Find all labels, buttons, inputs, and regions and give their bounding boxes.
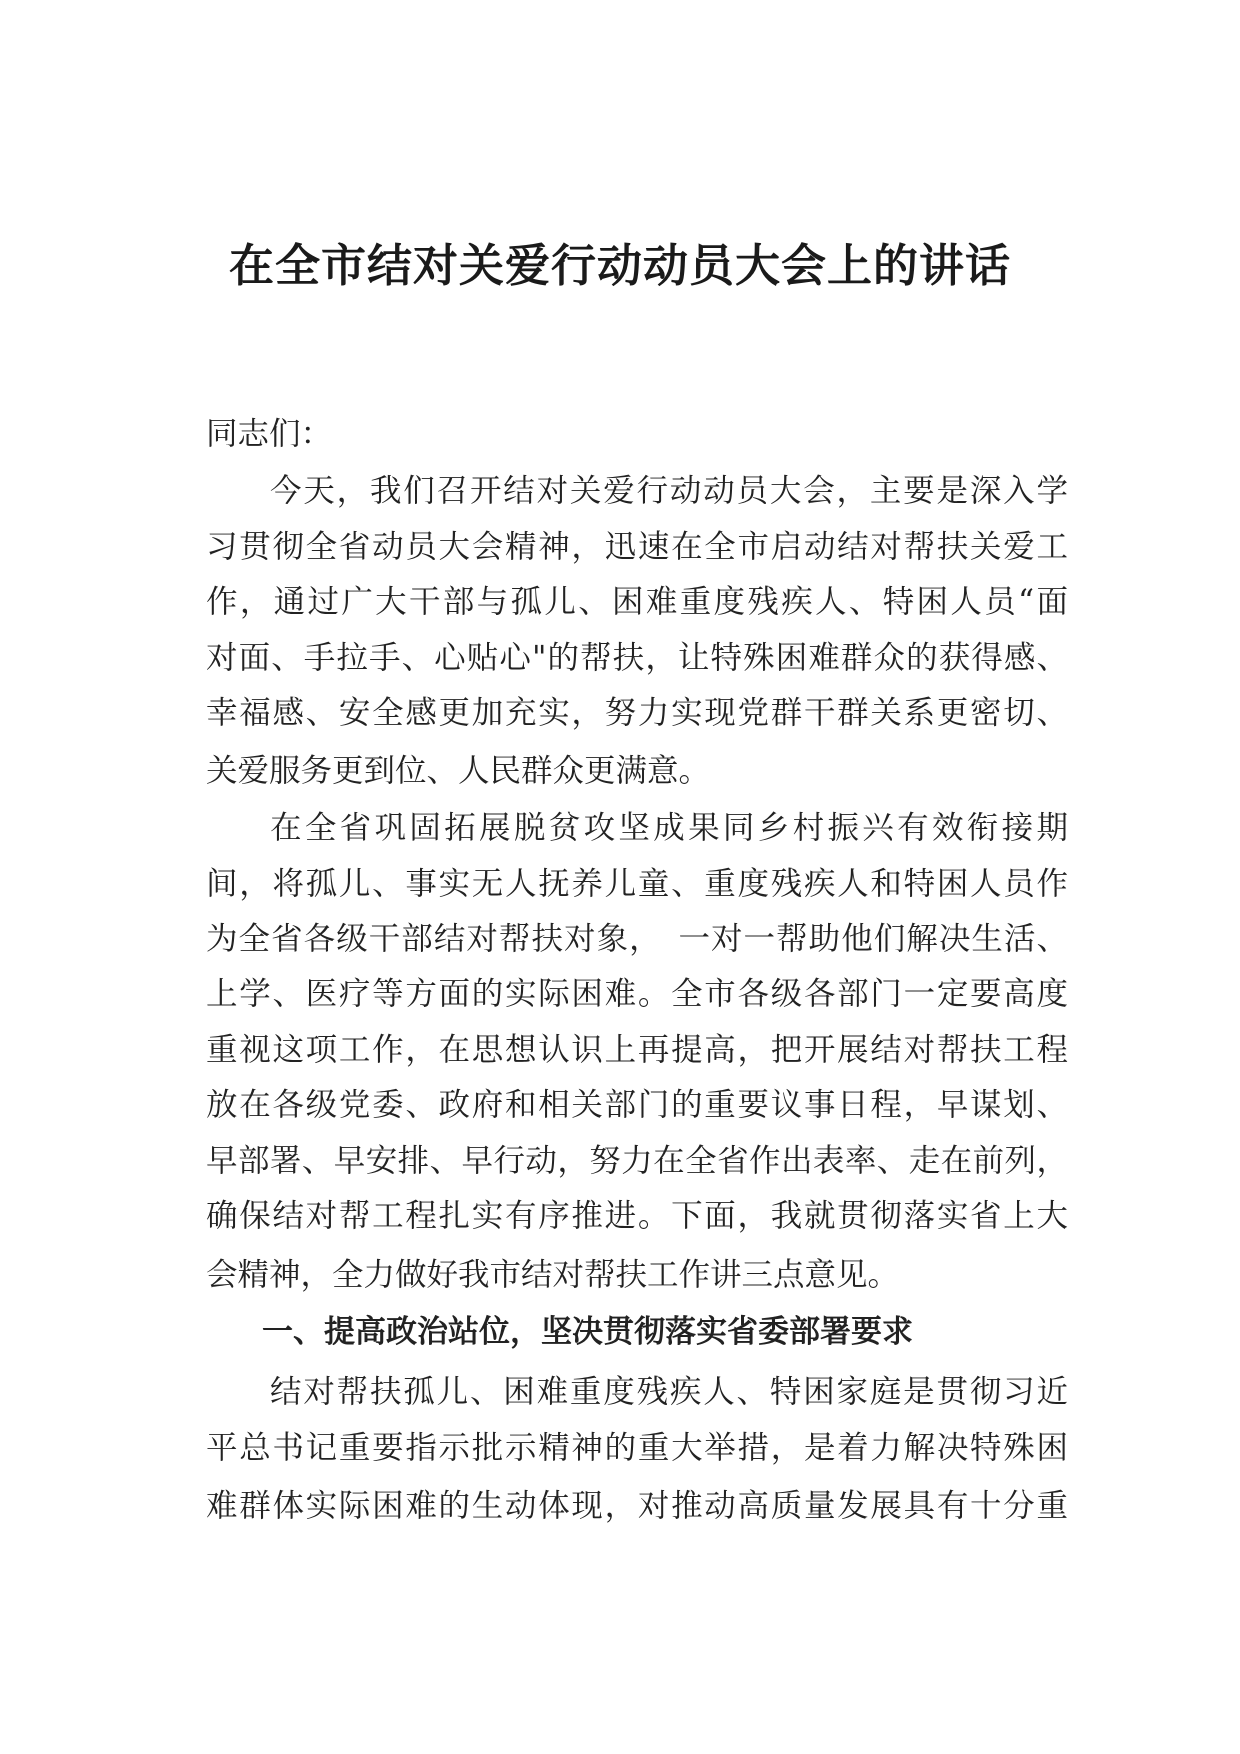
paragraph-line: 间，将孤儿、事实无人抚养儿童、重度残疾人和特困人员作 <box>206 866 1068 902</box>
paragraph-line: 对面、手拉手、心贴心"的帮扶，让特殊困难群众的获得感、 <box>206 640 1068 676</box>
paragraph-line: 早部署、早安排、早行动，努力在全省作出表率、走在前列， <box>206 1143 1068 1179</box>
document-title: 在全市结对关爱行动动员大会上的讲话 <box>228 239 1011 292</box>
paragraph-line: 为全省各级干部结对帮扶对象， 一对一帮助他们解决生活、 <box>206 921 1068 957</box>
paragraph-line: 结对帮扶孤儿、困难重度残疾人、特困家庭是贯彻习近 <box>270 1374 1068 1410</box>
section-heading: 一、提高政治站位，坚决贯彻落实省委部署要求 <box>262 1314 913 1350</box>
paragraph-line: 重视这项工作，在思想认识上再提高，把开展结对帮扶工程 <box>206 1032 1068 1068</box>
paragraph-line: 习贯彻全省动员大会精神，迅速在全市启动结对帮扶关爱工 <box>206 529 1068 565</box>
paragraph-line: 会精神，全力做好我市结对帮扶工作讲三点意见。 <box>206 1257 900 1293</box>
paragraph-line: 作，通过广大干部与孤儿、困难重度残疾人、特困人员“面 <box>206 584 1068 620</box>
paragraph-line: 今天，我们召开结对关爱行动动员大会，主要是深入学 <box>270 473 1068 509</box>
paragraph-line: 在全省巩固拓展脱贫攻坚成果同乡村振兴有效衔接期 <box>270 810 1068 846</box>
paragraph-line: 幸福感、安全感更加充实，努力实现党群干群关系更密切、 <box>206 695 1068 731</box>
salutation: 同志们： <box>206 416 333 452</box>
paragraph-line: 上学、医疗等方面的实际困难。全市各级各部门一定要高度 <box>206 976 1068 1012</box>
paragraph-line: 平总书记重要指示批示精神的重大举措，是着力解决特殊困 <box>206 1430 1068 1466</box>
paragraph-line: 难群体实际困难的生动体现，对推动高质量发展具有十分重 <box>206 1488 1068 1524</box>
paragraph-line: 放在各级党委、政府和相关部门的重要议事日程，早谋划、 <box>206 1087 1068 1123</box>
paragraph-line: 确保结对帮工程扎实有序推进。下面，我就贯彻落实省上大 <box>206 1198 1068 1234</box>
paragraph-line: 关爱服务更到位、人民群众更满意。 <box>206 753 711 789</box>
